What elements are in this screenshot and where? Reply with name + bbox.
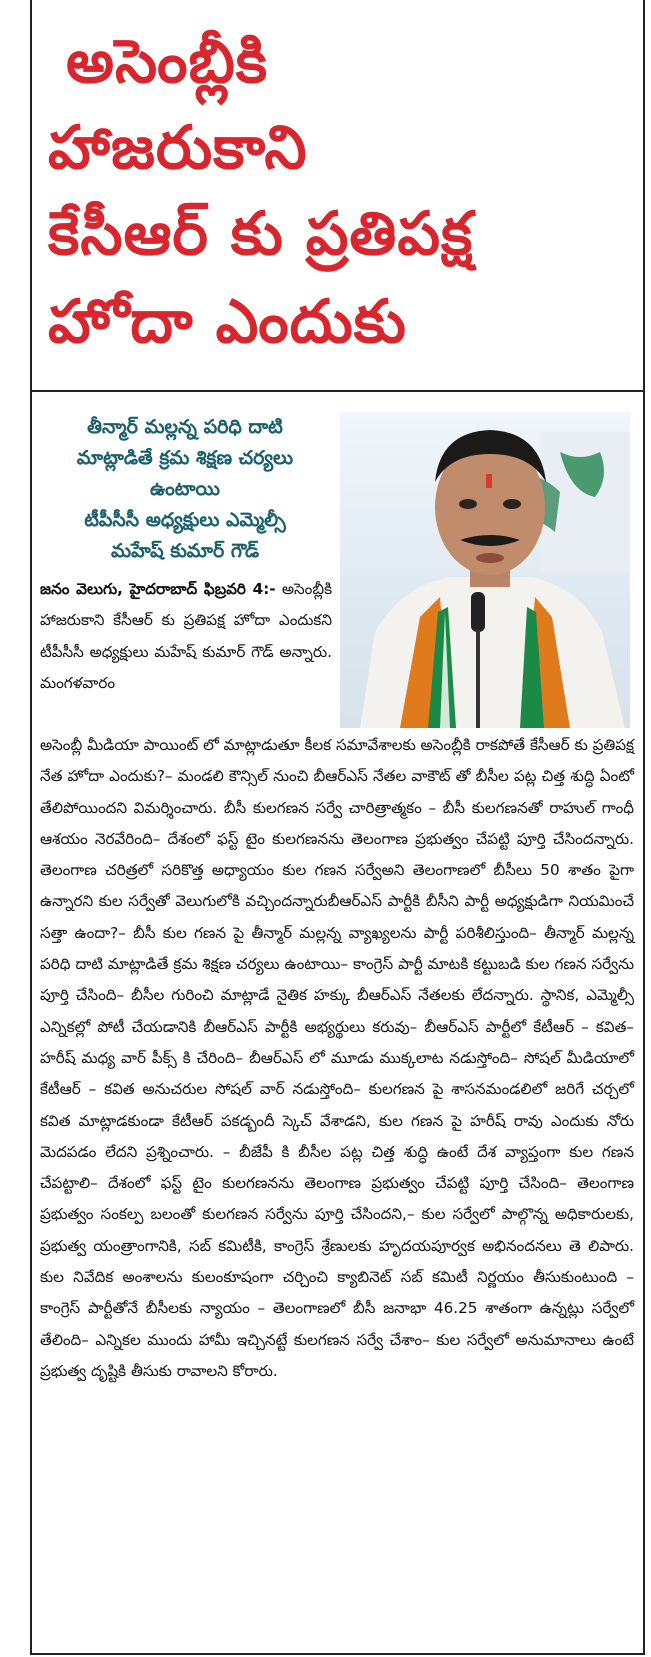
headline-divider: [32, 390, 643, 392]
headline-line-4: హోదా ఎందుకు: [48, 287, 407, 357]
speaker-illustration: [340, 412, 630, 728]
speaker-photo: [340, 412, 630, 728]
headline-line-2: హాజరుకాని: [48, 113, 308, 183]
subheadline-line-2: మాట్లాడితే క్రమ శిక్షణ చర్యలు: [76, 447, 294, 469]
headline-line-1: అసెంబ్లీకి: [66, 27, 269, 97]
intro-text: అసెంబ్లీకి హాజరుకాని కేసీఆర్ కు ప్రతిపక్ష హోదా ఎందుకని టీపీసీసీ అధ్యక్షులు మహేష్ కుమార్ గౌడ్ అన్నారు. మంగళవారం: [40, 580, 332, 692]
headline-line-3: కేసీఆర్ కు ప్రతిపక్ష: [48, 199, 474, 269]
subheadline-line-4: టీపీసీసీ అధ్యక్షులు ఎమ్మెల్సీ: [84, 509, 286, 531]
article-intro: [40, 574, 332, 699]
article-body: అసెంబ్లీ మీడియా పాయింట్ లో మాట్లాడుతూ కీలక సమావేశాలకు అసెంబ్లీకి రాకపోతే కేసీఆర్ కు ప్రతిపక్ష నేత హోదా ఎందుకు?– మండలి కౌన్సిల్ నుంచి బీఆర్ఎస్ నేతల వాకౌట్ తో బీసీల పట్ల చిత్త శుద్ధి ఏంటో తేలిపోయిందని విమర్శించారు. బీసీ కులగణన సర్వే చారిత్రాత్మకం – బీసీ కులగణనతో రాహుల్ గాంధీ ఆశయం నెరవేరింది– దేశంలో ఫస్ట్ టైం కులగణనను తెలంగాణ ప్రభుత్వం చేపట్టి పూర్తి చేసిందన్నారు. తెలంగాణ చరిత్రలో సరికొత్త అధ్యాయం కుల గణన సర్వేఅని తెలంగాణలో బీసీలు 50 శాతం పైగా ఉన్నారని కుల సర్వేతో వెలుగులోకి వచ్చిందన్నారుబీఆర్ఎస్ పార్టీకి బీసీని పార్టీ అధ్యక్షుడిగా నియమించే సత్తా ఉందా?– బీసీ కుల గణన పై తీన్మార్ మల్లన్న వ్యాఖ్యలను పార్టీ పరిశీలిస్తుంది– తీన్మార్ మల్లన్న పరిధి దాటి మాట్లాడితే క్రమ శిక్షణ చర్యలు ఉంటాయి– కాంగ్రెస్ పార్టీ మాటకి కట్టుబడి కుల గణన సర్వేను పూర్తి చేసింది– బీసీల గురించి మాట్లాడే నైతిక హక్కు బీఆర్ఎస్ నేతలకు లేదన్నారు. స్థానిక, ఎమ్మెల్సీ ఎన్నికల్లో పోటీ చేయడానికి బీఆర్ఎస్ పార్టీకి అభ్యర్థులు కరువు– బీఆర్ఎస్ పార్టీలో కేటీఆర్ – కవిత– హరీష్ మధ్య వార్ పీక్స్ కి చేరింది– బీఆర్ఎస్ లో మూడు ముక్కలాట నడుస్తోంది– సోషల్ మీడియాలో కేటీఆర్ – కవిత అనుచరుల సోషల్ వార్ నడుస్తోంది– కులగణన పై శాసనమండలిలో జరిగే చర్చలో కవిత మాట్లాడకుండా కేటీఆర్ పకడ్బందీ స్కెచ్ వేశాడని, కుల గణన పై హరీష్ రావు ఎందుకు నోరు మెదపడం లేదని ప్రశ్నించారు. – బీజేపీ కి బీసీల పట్ల చిత్త శుద్ధి ఉంటే దేశ వ్యాప్తంగా కుల గణన చేపట్టాలి– దేశంలో ఫస్ట్ టైం కులగణనను తెలంగాణ ప్రభుత్వం చేపట్టి పూర్తి చేసింది– తెలంగాణ ప్రభుత్వం సంకల్ప బలంతో కులగణన సర్వేను పూర్తి చేసిందని,– కుల సర్వేలో పాల్గొన్న అధికారులకు, ప్రభుత్వ యంత్రాంగానికి, సబ్ కమిటీకి, కాంగ్రెస్ శ్రేణులకు హృదయపూర్వక అభినందనలు తె లిపారు. కుల నివేదిక అంశాలను కులంకూషంగా చర్చించి క్యాబినెట్ సబ్ కమిటీ నిర్ణయం తీసుకుంటుంది – కాంగ్రెస్ పార్టీతోనే బీసీలకు న్యాయం – తెలంగాణలో బీసీ జనాభా 46.25 శాతంగా ఉన్నట్లు సర్వేలో తేలింది– ఎన్నికల ముందు హామీ ఇచ్చినట్టే కులగణన సర్వే చేశాం– కుల సర్వేలో అనుమానాలు ఉంటే ప్రభుత్వ దృష్టికి తీసుకు రావాలని కోరారు.: [40, 736, 634, 1380]
subheadline-line-1: తీన్మార్ మల్లన్న పరిధి దాటి: [87, 416, 283, 438]
subheadline-line-5: మహేష్ కుమార్ గౌడ్: [110, 540, 260, 562]
dateline: జనం వెలుగు, హైదరాబాద్ ఫిబ్రవరి 4:-: [40, 580, 276, 598]
subheadline-line-3: ఉంటాయి: [150, 478, 220, 500]
subheadline: [40, 412, 330, 567]
article-frame: [30, 0, 645, 1655]
